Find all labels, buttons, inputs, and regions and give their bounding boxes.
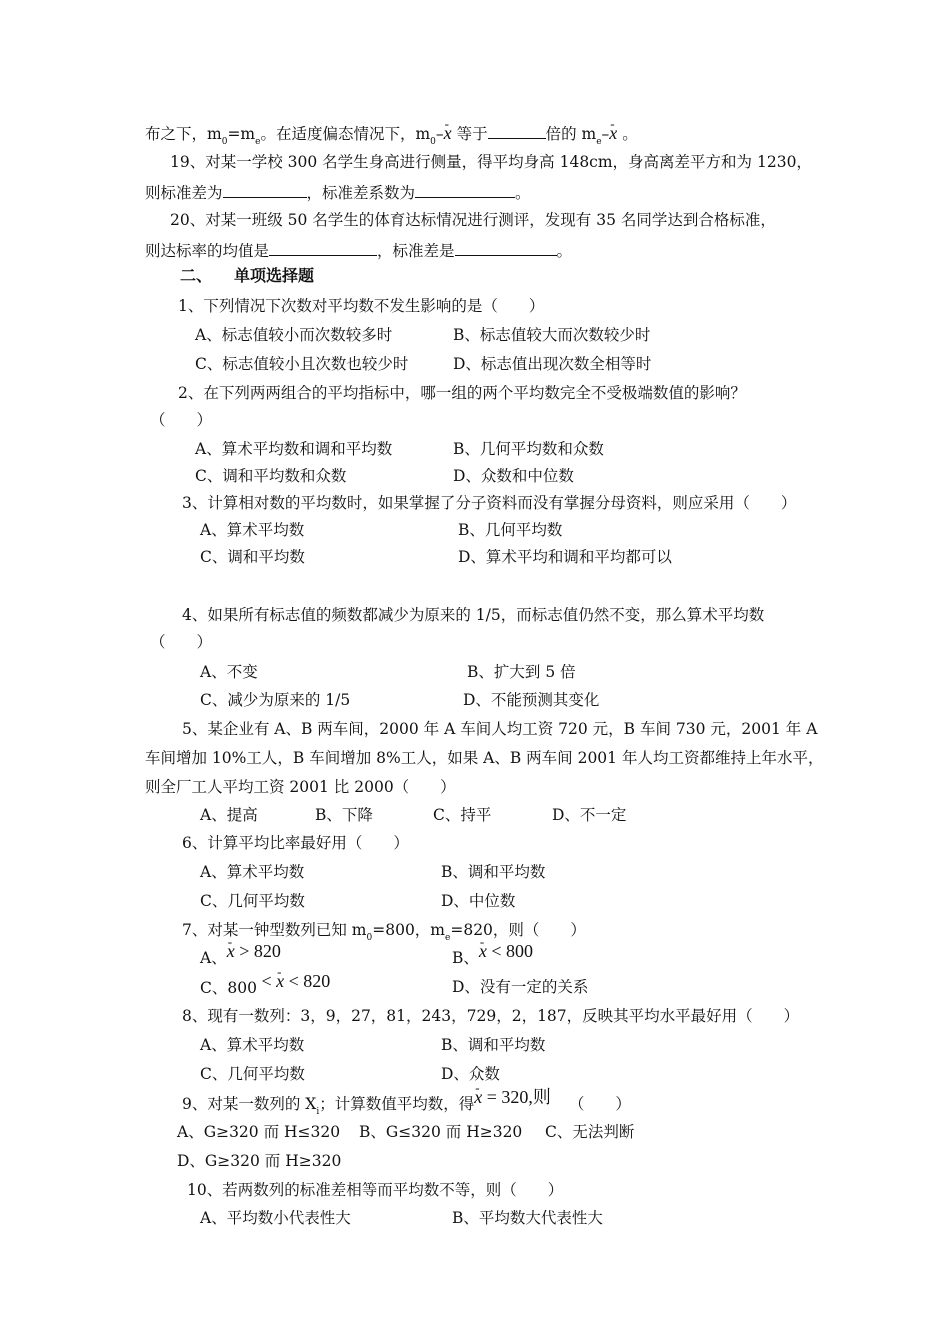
q6-stem: 6、计算平均比率最好用（ ）: [182, 834, 409, 852]
q4-option-c[interactable]: C、减少为原来的 1/5: [200, 691, 351, 709]
q10-stem: 10、若两数列的标准差相等而平均数不等，则（ ）: [187, 1181, 564, 1199]
q4-option-a[interactable]: A、不变: [200, 663, 258, 681]
q5-option-a[interactable]: A、提高: [200, 806, 258, 824]
q7-option-d[interactable]: D、没有一定的关系: [452, 978, 589, 996]
q10-option-b[interactable]: B、平均数大代表性大: [452, 1209, 603, 1227]
q18-tail-line: 布之下，$m_0=m_e$。在适度偏态情况下，$m_0--$ x 等于 倍的 $m_e--$ x 。: [145, 122, 638, 147]
q6-option-d[interactable]: D、中位数: [441, 892, 516, 910]
xbar-symbol: - x: [444, 123, 452, 143]
q5-line1: 5、某企业有 A、B 两车间，2000 年 A 车间人均工资 720 元，B 车间 730 元，2001 年 A: [182, 720, 818, 738]
q4-stem: 4、如果所有标志值的频数都减少为原来的 1/5，而标志值仍然不变，那么算术平均数: [182, 606, 765, 624]
xbar-symbol: - x: [474, 1087, 482, 1107]
q5-option-c[interactable]: C、持平: [433, 806, 492, 824]
q9-option-b[interactable]: B、G≤320 而 H≥320: [359, 1123, 523, 1141]
q5-line3: 则全厂工人平均工资 2001 比 2000（ ）: [145, 778, 456, 796]
q20-line1: 20、对某一班级 50 名学生的体育达标情况进行测评，发现有 35 名同学达到合格标准，: [170, 211, 776, 229]
q8-option-d[interactable]: D、众数: [441, 1065, 500, 1083]
q4-stem-paren: （ ）: [150, 633, 213, 651]
q4-option-b[interactable]: B、扩大到 5 倍: [467, 663, 576, 681]
q2-option-a[interactable]: A、算术平均数和调和平均数: [195, 440, 393, 458]
q10-option-a[interactable]: A、平均数小代表性大: [200, 1209, 351, 1227]
q8-option-b[interactable]: B、调和平均数: [441, 1036, 546, 1054]
std-dev-blank[interactable]: [223, 181, 307, 198]
q2-option-c[interactable]: C、调和平均数和众数: [195, 467, 347, 485]
q1-stem: 1、下列情况下次数对平均数不发生影响的是（ ）: [178, 297, 545, 315]
q6-option-a[interactable]: A、算术平均数: [200, 863, 305, 881]
xbar-symbol: - x: [227, 941, 235, 961]
q7-stem: 7、对某一钟型数列已知 $m_0=800$，$m_e=820$，则（ ）: [182, 921, 586, 943]
mean-blank[interactable]: [269, 239, 377, 256]
q4-option-d[interactable]: D、不能预测其变化: [463, 691, 600, 709]
xbar-symbol: - x: [479, 941, 487, 961]
q1-option-c[interactable]: C、标志值较小且次数也较少时: [195, 355, 409, 373]
q9-option-a[interactable]: A、G≥320 而 H≤320: [177, 1123, 341, 1141]
q8-stem: 8、现有一数列：3，9，27，81，243，729，2，187，反映其平均水平最好用（ ）: [182, 1007, 800, 1025]
cv-blank[interactable]: [415, 181, 515, 198]
q1-option-d[interactable]: D、标志值出现次数全相等时: [453, 355, 652, 373]
q7-option-c[interactable]: C、800 < - x < 820: [200, 977, 330, 998]
q2-stem: 2、在下列两两组合的平均指标中，哪一组的两个平均数完全不受极端数值的影响？: [178, 384, 746, 402]
q8-option-c[interactable]: C、几何平均数: [200, 1065, 305, 1083]
xbar-symbol: - x: [276, 971, 284, 991]
q1-option-b[interactable]: B、标志值较大而次数较少时: [453, 326, 651, 344]
q5-option-b[interactable]: B、下降: [315, 806, 373, 824]
q6-option-b[interactable]: B、调和平均数: [441, 863, 546, 881]
section-heading: 二、 单项选择题: [180, 266, 315, 285]
q19-line2: 则标准差为 ，标准差系数为 。: [145, 181, 531, 203]
q1-option-a[interactable]: A、标志值较小而次数较多时: [195, 326, 393, 344]
q3-option-d[interactable]: D、算术平均和调和平均都可以: [458, 548, 672, 566]
q9-stem: 9、对某一数列的 $X_i$；计算数值平均数，得- x = 320,则 （ ）: [182, 1093, 631, 1117]
q3-option-a[interactable]: A、算术平均数: [200, 521, 305, 539]
xbar-symbol: - x: [609, 123, 617, 143]
q5-line2: 车间增加 10%工人，B 车间增加 8%工人，如果 A、B 两车间 2001 年人均工资都维持上年水平，: [145, 749, 824, 767]
q3-option-c[interactable]: C、调和平均数: [200, 548, 305, 566]
std-blank[interactable]: [455, 239, 557, 256]
q3-option-b[interactable]: B、几何平均数: [458, 521, 563, 539]
q7-option-a[interactable]: A、- x > 820: [200, 947, 281, 968]
q3-stem: 3、计算相对数的平均数时，如果掌握了分子资料而没有掌握分母资料，则应采用（ ）: [182, 494, 797, 512]
q9-option-c[interactable]: C、无法判断: [545, 1123, 635, 1141]
answer-blank[interactable]: [488, 122, 546, 139]
q20-line2: 则达标率的均值是 ，标准差是 。: [145, 239, 572, 261]
q2-stem-paren: （ ）: [150, 411, 213, 429]
q2-option-b[interactable]: B、几何平均数和众数: [453, 440, 604, 458]
q6-option-c[interactable]: C、几何平均数: [200, 892, 305, 910]
q5-option-d[interactable]: D、不一定: [552, 806, 627, 824]
q19-line1: 19、对某一学校 300 名学生身高进行侧量，得平均身高 148cm，身高离差平方和为 1230，: [170, 153, 812, 171]
q7-option-b[interactable]: B、- x < 800: [452, 947, 533, 968]
q9-option-d[interactable]: D、G≥320 而 H≥320: [177, 1152, 342, 1170]
q8-option-a[interactable]: A、算术平均数: [200, 1036, 305, 1054]
q2-option-d[interactable]: D、众数和中位数: [453, 467, 574, 485]
